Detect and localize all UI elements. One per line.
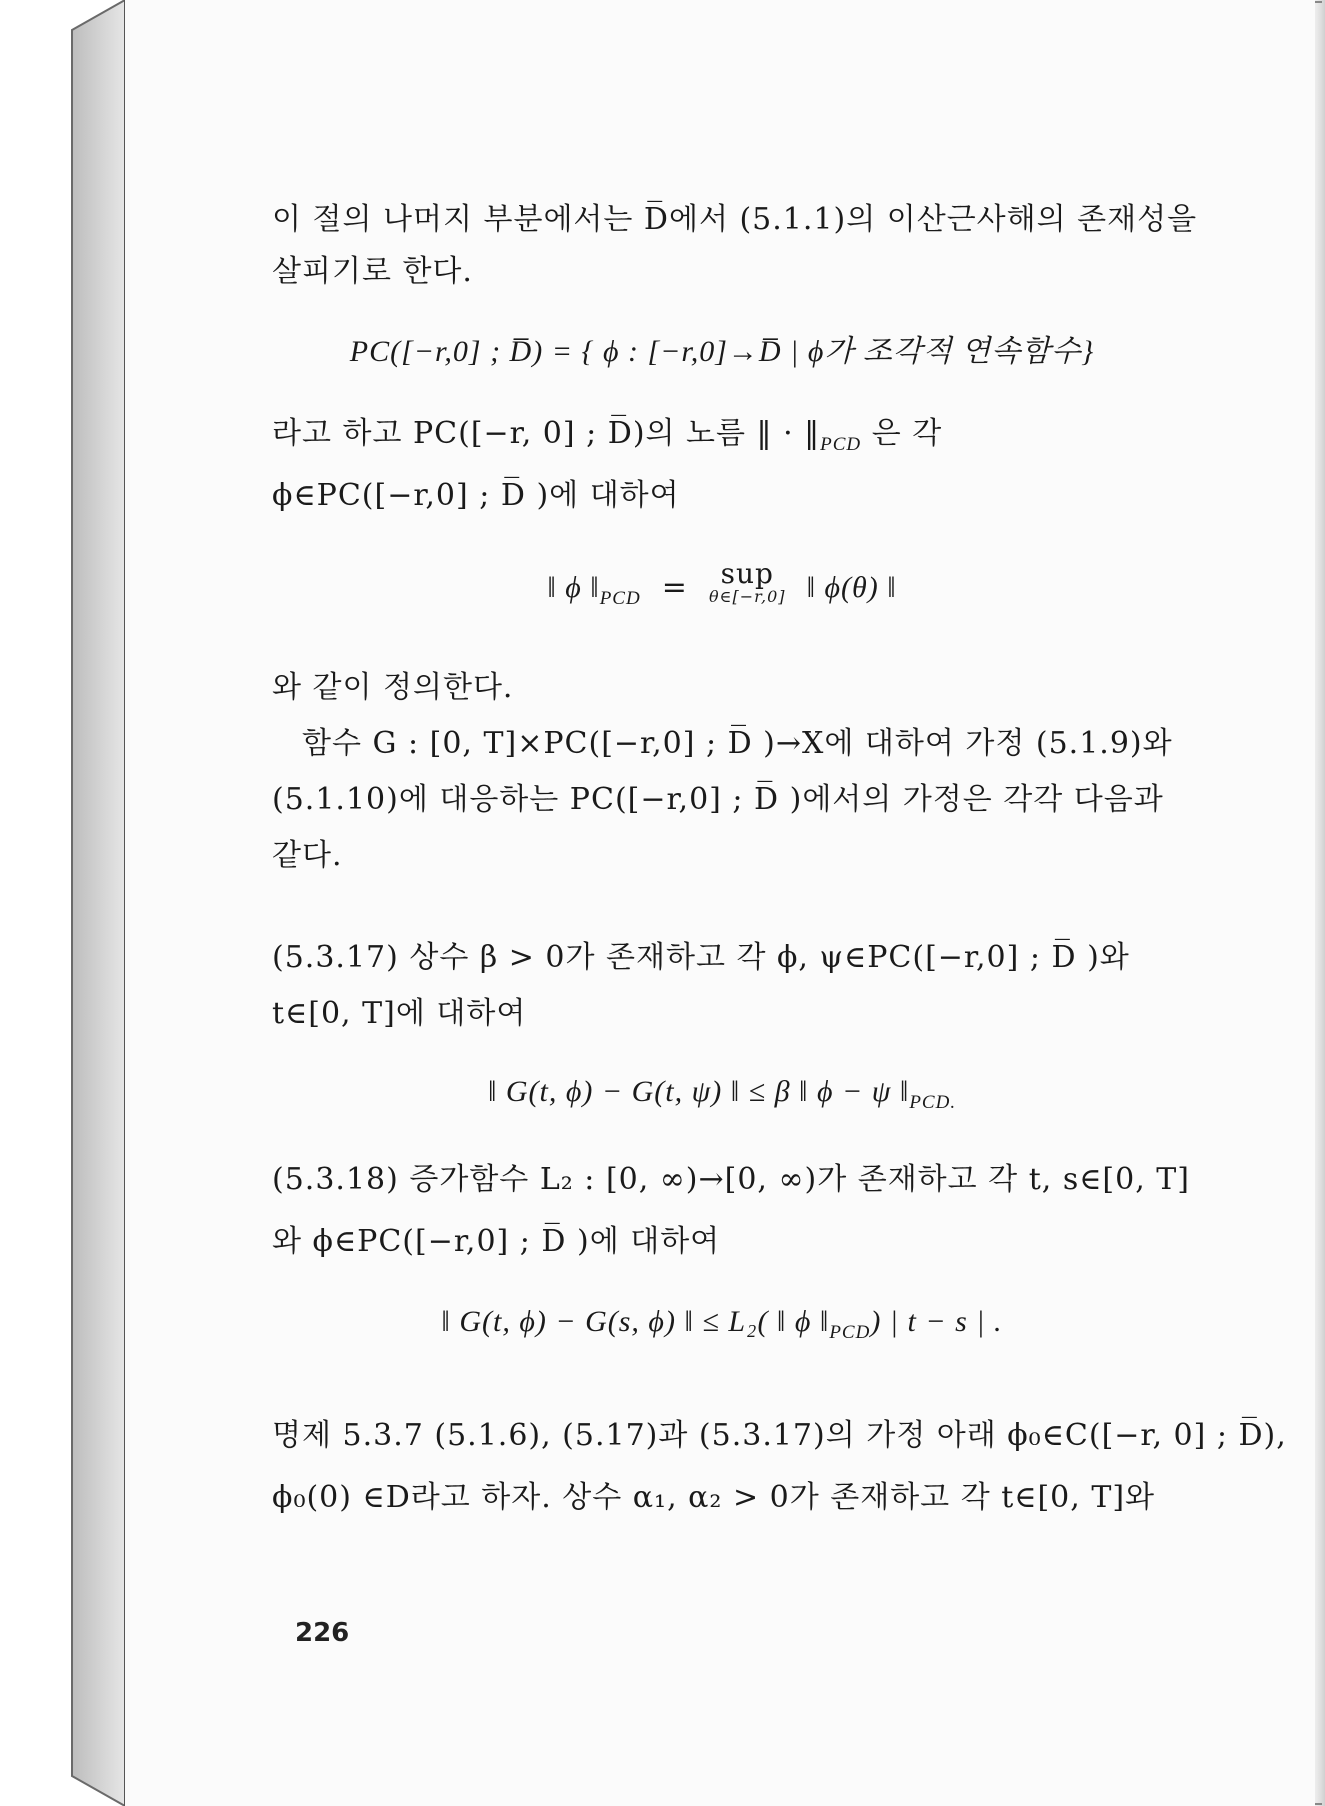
book-spine [72, 0, 125, 1806]
growth-expression-a: ‖ G(t, ϕ) − G(s, ϕ) ‖ ≤ L₂( ‖ ϕ ‖ [441, 1305, 830, 1338]
equation-rhs: { ϕ : [−r,0]→D̅ | ϕ가 조각적 연속함수} [581, 335, 1095, 368]
text-line-3 [272, 416, 942, 456]
norm-subscript: PCD [820, 434, 862, 455]
sup-range: θ∈[−r,0] [708, 587, 786, 606]
text-line-10: t∈[0, T]에 대하여 [272, 996, 527, 1031]
lipschitz-expression: ‖ G(t, ϕ) − G(t, ψ) ‖ ≤ β ‖ ϕ − ψ ‖ [487, 1075, 910, 1108]
text-line-1: 이 절의 나머지 부분에서는 D̅에서 (5.1.1)의 이산근사해의 존재성을 [272, 202, 1198, 237]
text-line-9: (5.3.17) 상수 β > 0가 존재하고 각 ϕ, ψ∈PC([−r,0] ; D̅ )와 [272, 940, 1130, 975]
page-number: 226 [295, 1618, 350, 1648]
equation-sup-norm [272, 557, 1172, 612]
equation-lhs: PC([−r,0] ; D̅) = [349, 335, 573, 368]
text-line-14: ϕ₀(0) ∈D라고 하자. 상수 α₁, α₂ > 0가 존재하고 각 t∈[0, T]와 [272, 1480, 1156, 1515]
text-line-8: 같다. [272, 838, 343, 873]
norm-lhs-subscript: PCD [599, 588, 641, 609]
text-line-2: 살피기로 한다. [272, 254, 473, 289]
equation-pc-definition [272, 334, 1172, 370]
growth-subscript: PCD [829, 1322, 871, 1343]
text-line-13: 명제 5.3.7 (5.1.6), (5.17)과 (5.3.17)의 가정 아래 ϕ₀∈C([−r, 0] ; D̅), [272, 1418, 1287, 1453]
text-line-6: 함수 G : [0, T]×PC([−r,0] ; D̅ )→X에 대하여 가정 (5.1.9)와 [302, 726, 1173, 761]
text-line-5: 와 같이 정의한다. [272, 670, 514, 705]
norm-lhs: ‖ ϕ ‖ [547, 571, 600, 604]
text-line-11: (5.3.18) 증가함수 L₂ : [0, ∞)→[0, ∞)가 존재하고 각 t, s∈[0, T] [272, 1162, 1190, 1197]
norm-intro-text: 라고 하고 PC([−r, 0] ; D̅)의 노름 ‖ · ‖ [272, 416, 821, 451]
equals-sign: = [661, 570, 688, 605]
text-line-7: (5.1.10)에 대응하는 PC([−r,0] ; D̅ )에서의 가정은 각각 다음과 [272, 782, 1164, 817]
equation-growth [272, 1304, 1172, 1344]
text-line-4: ϕ∈PC([−r,0] ; D̅ )에 대하여 [272, 478, 680, 513]
sup-operator [708, 557, 786, 606]
sup-symbol: sup [720, 557, 774, 590]
lipschitz-subscript: PCD. [909, 1092, 957, 1113]
growth-expression-b: ) | t − s | . [870, 1305, 1003, 1338]
norm-rhs: ‖ ϕ(θ) ‖ [806, 571, 897, 604]
text-line-12: 와 ϕ∈PC([−r,0] ; D̅ )에 대하여 [272, 1224, 721, 1259]
equation-lipschitz [272, 1074, 1172, 1114]
norm-intro-tail: 은 각 [871, 416, 943, 451]
